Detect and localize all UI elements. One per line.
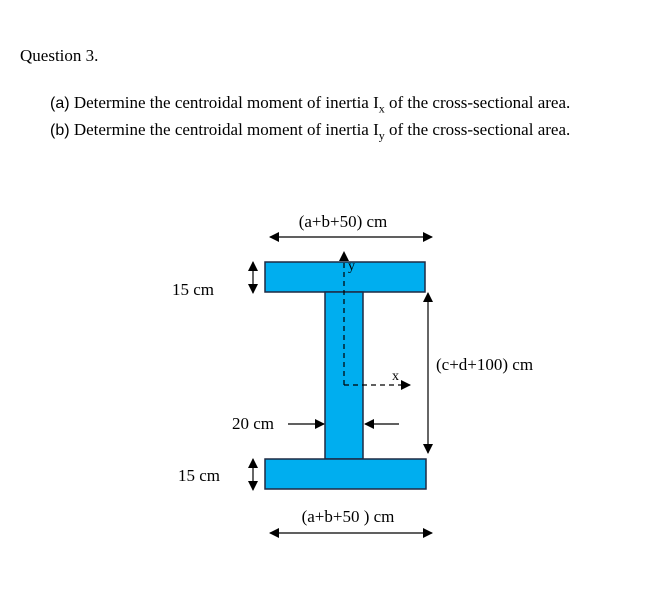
x-axis-label: x xyxy=(392,369,399,384)
part-b-text-after: of the cross-sectional area. xyxy=(384,120,571,139)
top-flange-thickness-label: 15 cm xyxy=(172,280,215,299)
y-axis-label: y xyxy=(348,259,355,274)
top-flange xyxy=(265,262,425,292)
part-a-tag: (a) xyxy=(50,95,70,112)
web-thickness-label: 20 cm xyxy=(232,414,275,433)
bottom-flange-width-label: (a+b+50 ) cm xyxy=(301,507,395,526)
part-a-text-after: of the cross-sectional area. xyxy=(384,93,571,112)
bottom-flange xyxy=(265,459,426,489)
part-b-tag: (b) xyxy=(50,122,70,139)
part-a-text-before: Determine the centroidal moment of inertia I xyxy=(69,93,379,112)
part-b-text-before: Determine the centroidal moment of inertia I xyxy=(69,120,379,139)
part-a-subscript: x xyxy=(378,101,385,116)
top-flange-width-label: (a+b+50) cm xyxy=(298,212,388,231)
bottom-flange-thickness-label: 15 cm xyxy=(178,466,221,485)
web-height-label: (c+d+100) cm xyxy=(436,355,534,374)
part-b-subscript: y xyxy=(378,128,385,143)
question-title: Question 3. xyxy=(20,46,99,65)
